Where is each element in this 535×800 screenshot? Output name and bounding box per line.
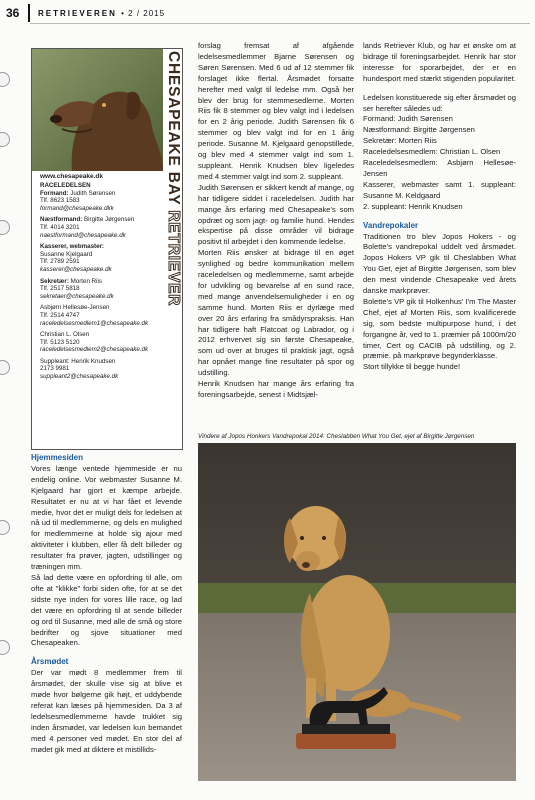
club-info-box xyxy=(31,48,183,450)
article-column-3 xyxy=(363,41,516,373)
leader-name: Morten Riis xyxy=(70,277,102,285)
binder-ring xyxy=(0,520,10,535)
binder-ring xyxy=(0,132,10,147)
section-heading-website: Hjemmesiden xyxy=(31,453,84,462)
header-rule xyxy=(30,23,530,24)
board-role: Kasserer, webmaster samt 1. suppleant: Susanne M. Keldgaard xyxy=(363,179,516,200)
leader-entry xyxy=(40,278,164,301)
paragraph: Ledelsen konstituerede sig efter årsmødet og ser herefter således ud: xyxy=(363,92,516,113)
paragraph: Stort tillykke til begge hunde! xyxy=(363,362,461,372)
leadership-list xyxy=(40,182,164,385)
leader-entry xyxy=(40,358,164,381)
leader-phone: Tlf. 5123 5120 xyxy=(40,338,80,346)
paragraph: Morten Riis ønsker at bidrage til en øget synlighed og bedre kommunikation mellem raceledelsen og medlemmerne, samt arbejde for udvikling og bevarelse af en sund race, med mange anvendelsemuligheder i en og samme hund. Morten Riis er dyrlæge med over 20 års erfaring fra smådyrspraksis. Han har tidligere haft Flatcoat og Labrador, og i 2012 erhvervet sig sin første Chesapeake, som ud over at bruges til praktisk jagt, også har opnået mange fine resultater på spor og udstilling. xyxy=(198,248,354,378)
leader-email[interactable]: raceledelsesmedlem2@chesapeake.dk xyxy=(40,346,149,354)
leader-phone: Tlf. 2514 4747 xyxy=(40,311,80,319)
leader-entry xyxy=(40,304,164,327)
issue-number: • 2 / 2015 xyxy=(121,9,166,18)
leader-entry xyxy=(40,216,164,239)
leadership-heading: RACELEDELSEN xyxy=(40,182,91,189)
leader-phone: 2173 9981 xyxy=(40,365,70,373)
page-number: 36 xyxy=(6,6,20,20)
breed-title-part2: RETRIEVER xyxy=(165,210,182,307)
paragraph: Vores længe ventede hjemmeside er nu endelig online. Vor webmaster Susanne M. Kjelgaard har gjort et kæmpe arbejde. Resultatet er nu at vi har fået et levende medie, hvor det er muligt dels for ledelsen at nå ud til medlemmerne, og dels en mulighed for medlemmerne at holde sig ajour med aktiviteter i klubben, eller få delt billeder og resultater fra prøver, jagten, udstillinger og træningen mm. xyxy=(31,463,182,572)
leader-email[interactable]: kasserer@chesapeake.dk xyxy=(40,265,112,273)
binder-ring xyxy=(0,220,10,235)
leader-phone: Tlf. 8623 1583 xyxy=(40,197,80,205)
paragraph: Henrik Knudsen har mange års erfaring fra foreningsarbejde, senest i Midtsjæl- xyxy=(198,379,354,399)
binder-ring xyxy=(0,640,10,655)
paragraph: forslag fremsat af afgående ledelsesmedlemmer Bjarne Sørensen og Søren Sørensen. Med 6 ud af 12 stemmer fik forslaget ikke flertal. Årsmødet forsatte herefter med valgt til ledelse mm. Også her blev der brug for stemmesedlerne. Morten Riis fik 8 stemmer og blev valgt ind i ledelsen for en 2 årig periode. Judith Sørensen fik 6 stemmer og blev valgt ind for en 1 årig periode. Susanne M. Kjelgaard genopstillede, og blev med 4 stemmer valgt ind som 1. suppleant. Henrik Knudsen blev ligeledes med 4 stemmer valgt ind som 2. suppleant. xyxy=(198,41,354,181)
board-role: 2. suppleant: Henrik Knudsen xyxy=(363,201,463,211)
leader-name: Susanne Kjelgaard xyxy=(40,250,93,258)
leader-name: Asbjørn Hellesøe-Jensen xyxy=(40,304,110,312)
board-role: Raceledelsesmedlem: Asbjørn Hellesøe-Jensen xyxy=(363,158,516,178)
leader-email[interactable]: formand@chesapeake.dkk xyxy=(40,204,114,212)
leader-email[interactable]: sekretaer@chesapeake.dk xyxy=(40,292,114,300)
dog-portrait-photo xyxy=(32,49,163,171)
breed-title-part1: CHESAPEAKE BAY xyxy=(165,51,182,206)
paragraph: Bolette's VP gik til Holkenhus' I'm The Master Chef, ejet af Morten Riis, som kvalificerede sig, som bedste multipurpose hund, i det forgangne år, ved to 1. præmier på 1000m/20 timer, Cert og CACIB på udstilling, og 2. præmie. på markprøve begynderklasse. xyxy=(363,296,516,361)
board-role: Sekretær: Morten Riis xyxy=(363,136,437,146)
binder-ring xyxy=(0,360,10,375)
leader-name: Judith Sørensen xyxy=(70,189,116,197)
leader-email[interactable]: raceledelsesmedlem1@chesapeake.dk xyxy=(40,319,149,327)
club-website-link[interactable]: www.chesapeake.dk xyxy=(40,173,103,180)
leader-role: Næstformand: xyxy=(40,216,83,224)
leader-phone: Tlf. 2517 5818 xyxy=(40,285,80,293)
leader-entry xyxy=(40,331,164,354)
leader-phone: Tlf. 4014 3201 xyxy=(40,223,80,231)
header-divider xyxy=(28,4,30,22)
paragraph: lands Retriever Klub, og har et ønske om at bidrage til foreningsarbejdet. Henrik har stor interesse for sporarbejdet, der er en hundesport med stærkt stigenden popularitet. xyxy=(363,41,516,83)
vertical-breed-title xyxy=(165,49,182,449)
board-role: Formand: Judith Sørensen xyxy=(363,114,453,124)
binder-ring xyxy=(0,72,10,87)
leader-name: Suppleant: Henrik Knudsen xyxy=(40,357,116,365)
article-column-2 xyxy=(198,41,354,401)
leader-name: Christian L. Olsen xyxy=(40,331,90,339)
magazine-name: RETRIEVEREN xyxy=(38,9,117,18)
paragraph: Judith Sørensen er sikkert kendt af mange, og har tidligere siddet i raceledelsen. Judith har mange års erfaring med Chesapeake's som opdræt og som jagt- og familie hund. Hendes ekspertise på disse områder vil bidrage positivt til arbejdet i den kommende ledelse. xyxy=(198,182,354,247)
trophy-dog-photo xyxy=(198,443,516,781)
paragraph: Der var mødt 8 medlemmer frem til årsmødet, der skulle vise sig at blive et møde hvor bølgerne gik højt, et uddybende referat kan læses på hjemmesiden. Da 3 af ledelsesmedlemmerne havde trukket sig inden årsmødet, var ledelsen kun bemandet med 4 personer ved mødet. En stor del af mødet gik med at diktere et mistillids- xyxy=(31,668,182,754)
leader-phone: Tlf. 2789 2591 xyxy=(40,258,80,266)
leader-email[interactable]: naestformand@chesapeake.dk xyxy=(40,231,126,239)
paragraph: Så lad dette være en opfordring til alle, om ofte at "klikke" forbi siden ofte, for at se det sidste nye inden for vores lille race, og lad det være en opfordring til at sende billeder og ord til Susanne, med alle de små og store bedrifter og sjove situationer med Chesapeaken. xyxy=(31,572,182,648)
leader-email[interactable]: suppleant2@chesapeake.dk xyxy=(40,373,119,381)
leader-role: Kasserer, webmaster: xyxy=(40,243,104,251)
article-column-1 xyxy=(31,453,182,755)
board-role: Raceledelsesmedlem: Christian L. Olsen xyxy=(363,147,501,157)
paragraph: Traditionen tro blev Jopos Hokers - og Bolette's vandrepokal uddelt ved årsmødet. Jopos Hokers VP gik til Cheslabben What You Get, ejet af Birgitte Jørgensen, som blev den mest vindende Chesapeake ved årets danske markprøver. xyxy=(363,231,516,296)
board-role: Næstformand: Birgitte Jørgensen xyxy=(363,125,475,135)
leader-role: Sekretær: xyxy=(40,277,69,285)
leader-role: Formand: xyxy=(40,189,69,197)
photo-caption: Vindere af Jopos Honkers Vandrepokal 2014: Cheslabben What You Get, ejet af Birgitte Jørgensen xyxy=(198,433,475,440)
section-heading-trophies: Vandrepokaler xyxy=(363,220,419,230)
section-heading-annual-meeting: Årsmødet xyxy=(31,657,69,667)
leader-entry xyxy=(40,190,164,213)
leader-name: Birgitte Jørgensen xyxy=(84,216,135,224)
magazine-title xyxy=(38,9,165,18)
leader-entry xyxy=(40,243,164,273)
